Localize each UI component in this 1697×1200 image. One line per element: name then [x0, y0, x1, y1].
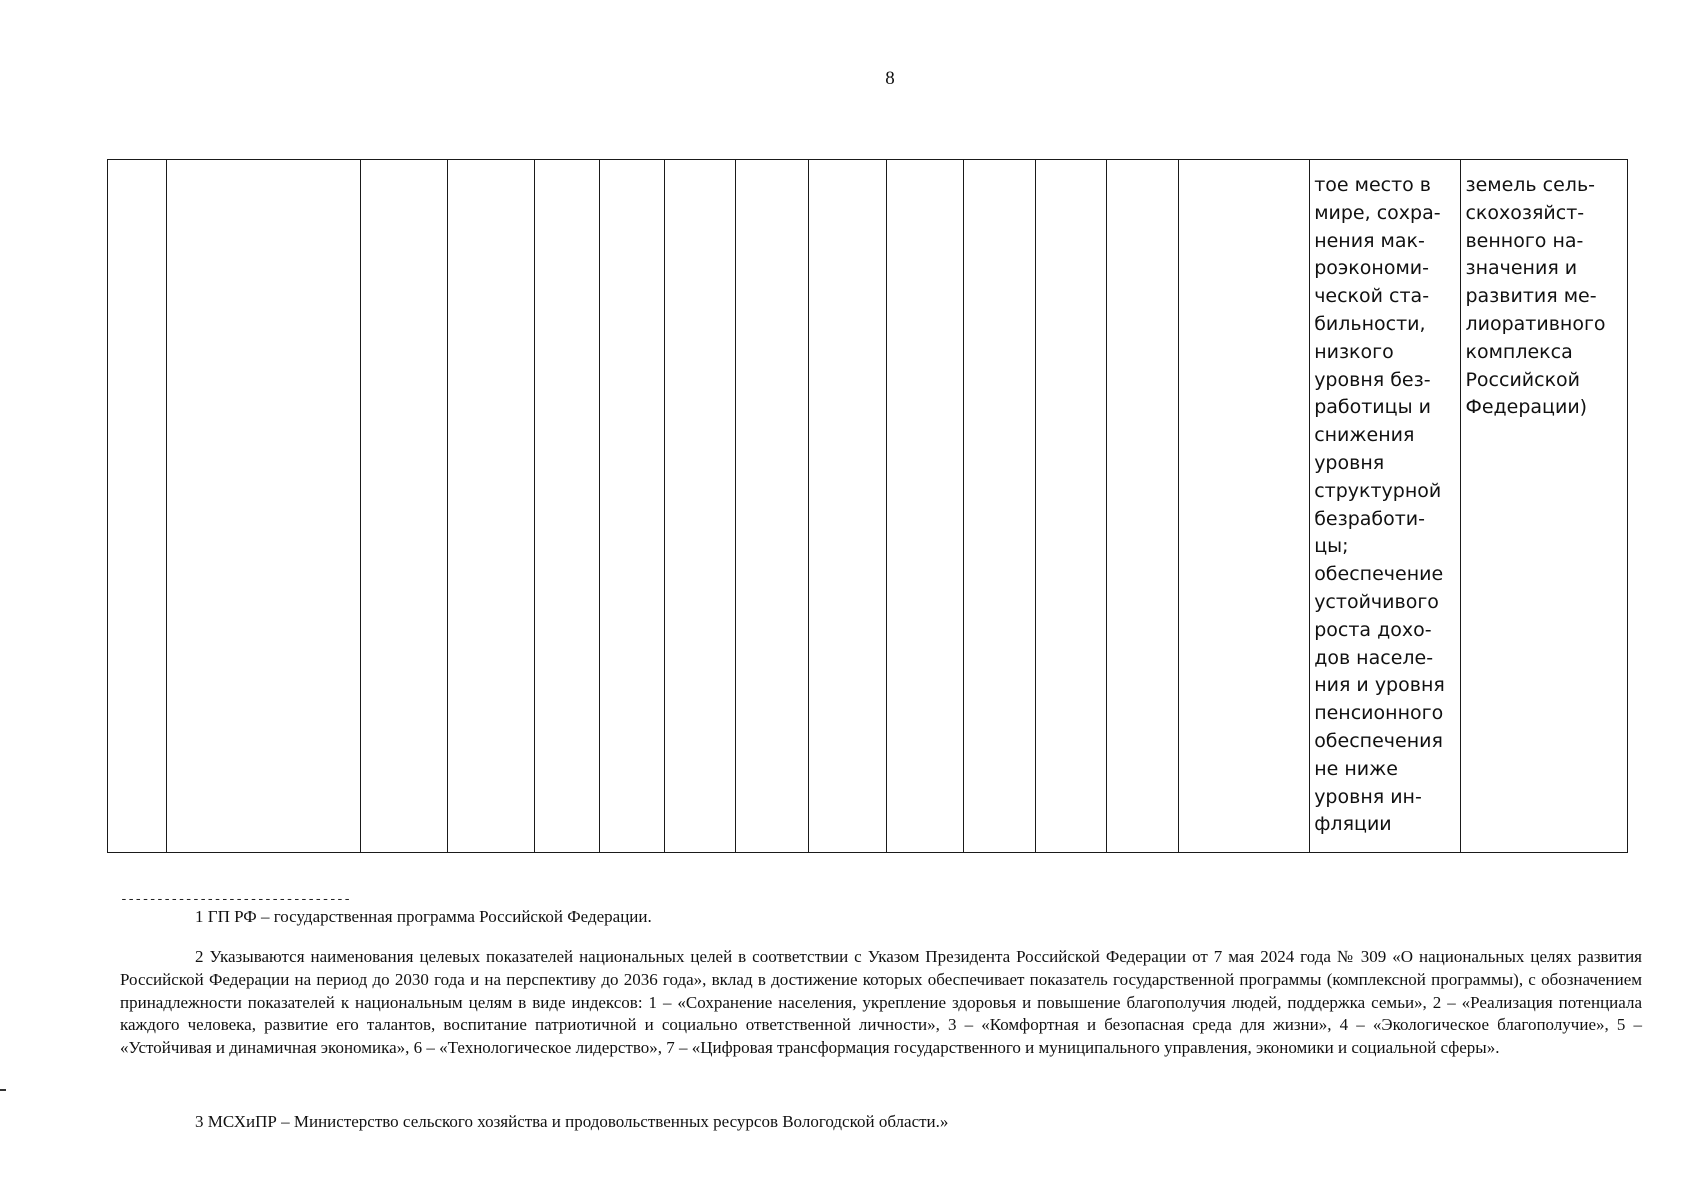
table-cell-empty — [808, 160, 886, 853]
table-cell-empty — [166, 160, 361, 853]
table-cell-empty — [1179, 160, 1310, 853]
table-cell-empty — [964, 160, 1036, 853]
table-cell-indicator — [1461, 160, 1628, 853]
indicator-text: земель сель- скохозяйст- венного на- значения и развития ме- лиоративного комплекса Российской Федерации) — [1465, 174, 1606, 419]
table-row — [108, 160, 1628, 853]
table-cell-goals — [1310, 160, 1461, 853]
page-number: 8 — [885, 68, 895, 89]
data-table — [107, 159, 1628, 853]
table-cell-empty — [534, 160, 600, 853]
table-cell-empty — [600, 160, 665, 853]
table-cell-empty — [361, 160, 448, 853]
table-cell-empty — [736, 160, 809, 853]
table-cell-empty — [108, 160, 167, 853]
table-cell-empty — [447, 160, 534, 853]
footnote-1: 1 ГП РФ – государственная программа Российской Федерации. — [195, 907, 652, 926]
table-cell-empty — [886, 160, 964, 853]
goals-text: тое место в мире, сохра- нения мак- роэкономи- ческой ста- бильности, низкого уровня без- работицы и снижения уровня структурной безработи- цы; обеспечение устойчивого роста дохо- дов населе- ния и уровня пенсионного обеспечения не ниже уровня ин- фляции — [1314, 174, 1445, 836]
table-cell-empty — [664, 160, 736, 853]
footnote-3: 3 МСХиПР – Министерство сельского хозяйства и продовольственных ресурсов Вологодской области.» — [195, 1112, 949, 1131]
table-cell-empty — [1035, 160, 1107, 853]
table-cell-empty — [1107, 160, 1179, 853]
scan-edge-mark — [0, 1089, 6, 1091]
footnote-2: 2 Указываются наименования целевых показателей национальных целей в соответствии с Указом Президента Российской Федерации от 7 мая 2024 года № 309 «О национальных целях развития Российской Федерации на период до 2030 года и на перспективу до 2036 года», вклад в достижение которых обеспечивает показатель государственной программы (комплексной программы), с обозначением принадлежности показателей к национальным целям в виде индексов: 1 – «Сохранение населения, укрепление здоровья и повышение благополучия людей, поддержка семьи», 2 – «Реализация потенциала каждого человека, развитие его талантов, воспитание патриотичной и социально ответственной личности», 3 – «Комфортная и безопасная среда для жизни», 4 – «Экологическое благополучие», 5 – «Устойчивая и динамичная экономика», 6 – «Технологическое лидерство», 7 – «Цифровая трансформация государственного и муниципального управления, экономики и социальной сферы». — [120, 947, 1642, 1058]
footnote-separator: -------------------------------- — [120, 892, 351, 907]
